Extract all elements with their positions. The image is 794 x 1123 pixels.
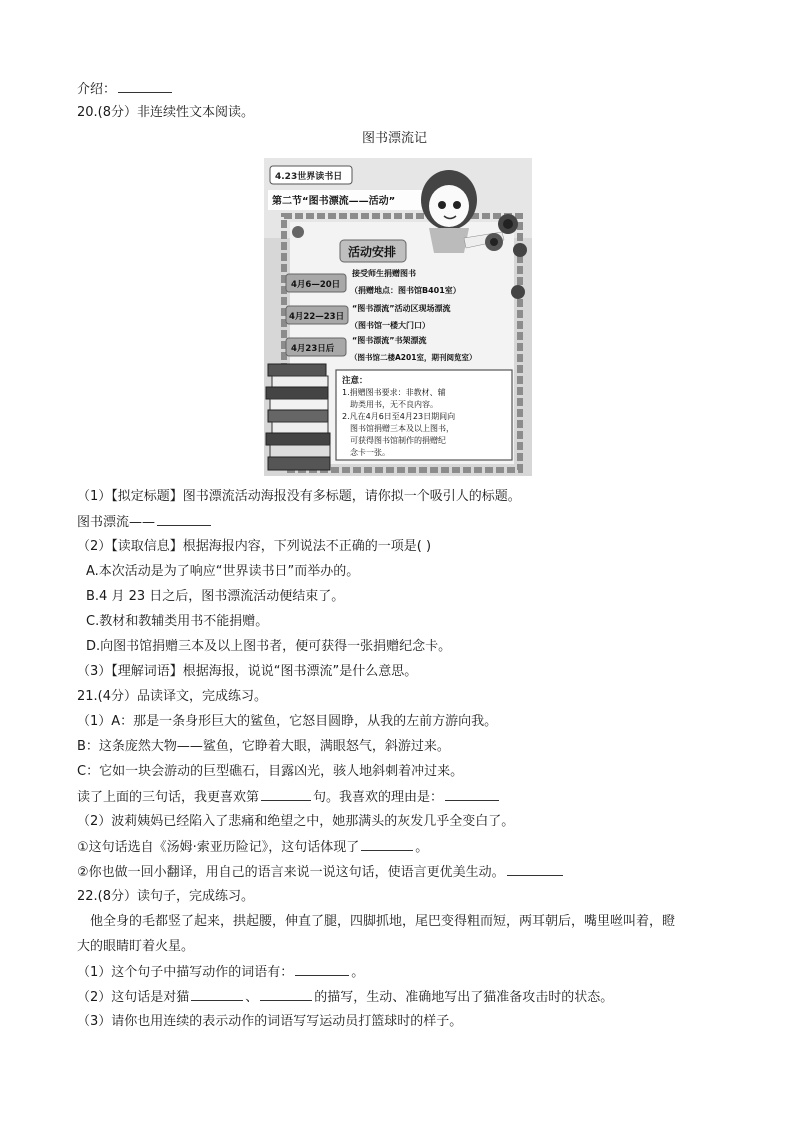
answer-blank[interactable] [118,80,172,93]
sub1-blank[interactable] [361,838,413,851]
part2-blank-1[interactable] [191,988,243,1001]
reason-text: 句。我喜欢的理由是： [313,790,444,805]
schedule-line: “图书漂流”书架漂流 [352,336,427,345]
q21-sentence-b: B：这条庞然大物——鲨鱼，它睁着大眼，满眼怒气，斜游过来。 [77,739,450,754]
part1-blank[interactable] [295,963,349,976]
schedule-date: 4月22—23日 [289,312,345,322]
sub2-text: ②你也做一回小翻译，用自己的语言来说一说这句话，使语言更优美生动。 [77,865,505,880]
part2-sep: 、 [245,990,259,1005]
q20-part1-fill [77,513,213,532]
schedule-line: 接受师生捐赠图书 [352,269,416,278]
poster-subtitle: 第二节“图书漂流——活动” [272,196,396,207]
reason-blank[interactable] [445,788,499,801]
q22-part3: （3）请你也用连续的表示动作的词语写写运动员打篮球时的样子。 [77,1014,463,1029]
notes-title: 注意： [342,376,368,386]
option-d: D.向图书馆捐赠三本及以上图书者，便可获得一张捐赠纪念卡。 [86,639,452,654]
q22-part2 [77,988,613,1007]
q21-choice-line [77,788,501,807]
option-b: B.4 月 23 日之后，图书漂流活动便结束了。 [86,589,345,604]
poster-caption: 图书漂流记 [362,131,428,146]
part2-blank-2[interactable] [260,988,312,1001]
part2-text-end: 的描写，生动、准确地写出了猫准备攻击时的状态。 [314,990,614,1005]
date-tag: 4.23世界读书日 [275,172,343,182]
q22-header: 22.(8分）读句子，完成练习。 [77,889,255,904]
choice-text: 读了上面的三句话，我更喜欢第 [77,790,260,805]
note-line: 念卡一张。 [350,448,390,457]
part2-text: （2）这句话是对猫 [77,990,190,1005]
note-line: 图书馆捐赠三本及以上图书， [350,424,454,433]
event-poster [264,158,532,476]
schedule-line: “图书漂流”活动区现场漂流 [352,304,451,313]
note-line: 1.捐赠图书要求：非教材、辅 [342,388,446,397]
choice-blank[interactable] [261,788,311,801]
q20-part2: （2）【读取信息】根据海报内容，下列说法不正确的一项是( ) [77,539,432,554]
schedule-date: 4月23日后 [291,344,335,354]
sub2-blank[interactable] [507,863,563,876]
part1-text: （1）这个句子中描写动作的词语有： [77,965,294,980]
note-line: 2.凡在4月6日至4月23日期间向 [342,412,456,421]
option-a: A.本次活动是为了响应“世界读书日”而举办的。 [86,564,360,579]
q21-sentence-c: C：它如一块会游动的巨型礁石，目露凶光，骇人地斜刺着冲过来。 [77,764,464,779]
q21-sub1 [77,838,428,857]
title-answer-blank[interactable] [157,513,211,526]
q22-passage-line2: 大的眼睛盯着火星。 [77,939,195,954]
q21-part2: （2）波莉姨妈已经陷入了悲痛和绝望之中，她那满头的灰发几乎全变白了。 [77,814,515,829]
q20-part3: （3）【理解词语】根据海报，说说“图书漂流”是什么意思。 [77,664,418,679]
schedule-line: （图书馆一楼大门口） [350,321,430,330]
intro-line [77,80,174,99]
schedule-title: 活动安排 [348,245,397,259]
q20-header: 20.(8分）非连续性文本阅读。 [77,105,255,120]
q21-sub2 [77,863,565,882]
q21-header: 21.(4分）品读译文，完成练习。 [77,689,268,704]
sub1-end: 。 [415,840,429,855]
q22-passage-line1: 他全身的毛都竖了起来，拱起腰，伸直了腿，四脚抓地，尾巴变得粗而短，两耳朝后，嘴里咝叫着，瞪 [90,914,676,929]
note-line: 助类用书，无不良内容。 [350,400,438,409]
fill-prefix: 图书漂流—— [77,515,156,530]
schedule-date: 4月6—20日 [291,280,341,290]
q20-part1: （1）【拟定标题】图书漂流活动海报没有多标题，请你拟一个吸引人的标题。 [77,489,521,504]
note-line: 可获得图书馆制作的捐赠纪 [350,436,446,445]
q21-sentence-a: （1）A：那是一条身形巨大的鲨鱼，它怒目圆睁，从我的左前方游向我。 [77,714,498,729]
schedule-line: （捐赠地点：图书馆B401室） [350,286,461,295]
book-stack-illustration [266,364,330,470]
sub1-text: ①这句话选自《汤姆·索亚历险记》，这句话体现了 [77,840,360,855]
intro-label: 介绍： [77,82,117,97]
part1-end: 。 [351,965,365,980]
q22-part1 [77,963,364,982]
schedule-line: （图书馆二楼A201室，期刊阅览室） [350,353,477,362]
option-c: C.教材和教辅类用书不能捐赠。 [86,614,269,629]
